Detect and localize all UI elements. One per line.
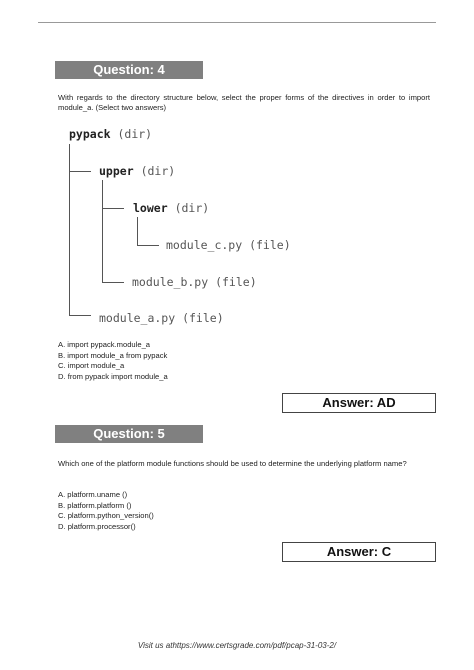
tree-node-lower [133, 201, 209, 215]
footer-link[interactable]: Visit us athttps://www.certsgrade.com/pdf/pcap-31-03-2/ [137, 641, 337, 650]
tree-node-module-a: module_a.py (file) [99, 311, 224, 325]
question-4-header: Question: 4 [55, 61, 203, 79]
question-4-answer: Answer: AD [282, 393, 436, 413]
option-d: D. platform.processor() [58, 521, 136, 531]
tree-node-name: pypack [69, 127, 111, 141]
tree-node-upper [99, 164, 175, 178]
tree-connector [69, 144, 70, 316]
tree-node-module-c: module_c.py (file) [166, 238, 291, 252]
top-rule [38, 22, 436, 23]
tree-node-name: upper [99, 164, 134, 178]
tree-node-type: (dir) [174, 201, 210, 215]
question-5-text: Which one of the platform module functions should be used to determine the underlying platform name? [58, 459, 407, 468]
option-b: B. platform.platform () [58, 500, 132, 510]
question-5-options [58, 490, 154, 532]
directory-tree-diagram [56, 122, 291, 334]
tree-connector [69, 171, 91, 172]
tree-node-type: (dir) [117, 127, 153, 141]
option-b: B. import module_a from pypack [58, 350, 168, 360]
tree-connector [102, 282, 124, 283]
tree-node-module-b: module_b.py (file) [132, 275, 257, 289]
tree-connector [137, 217, 138, 246]
option-c: C. platform.python_version() [58, 511, 154, 520]
option-c: C. import module_a [58, 361, 125, 370]
tree-node-name: lower [133, 201, 168, 215]
tree-node-type: (dir) [140, 164, 176, 178]
tree-connector [69, 315, 91, 316]
tree-connector [102, 208, 124, 209]
option-a: A. platform.uname () [58, 490, 128, 499]
question-4-options [58, 340, 168, 382]
tree-node-root [69, 127, 152, 141]
option-a: A. import pypack.module_a [58, 340, 151, 349]
question-5-header: Question: 5 [55, 425, 203, 443]
option-d: D. from pypack import module_a [58, 371, 168, 381]
question-5-answer: Answer: C [282, 542, 436, 562]
question-4-text: With regards to the directory structure below, select the proper forms of the directives in order to import module_a. (Select two answers) [58, 93, 430, 112]
tree-connector [137, 245, 159, 246]
tree-connector [102, 180, 103, 283]
